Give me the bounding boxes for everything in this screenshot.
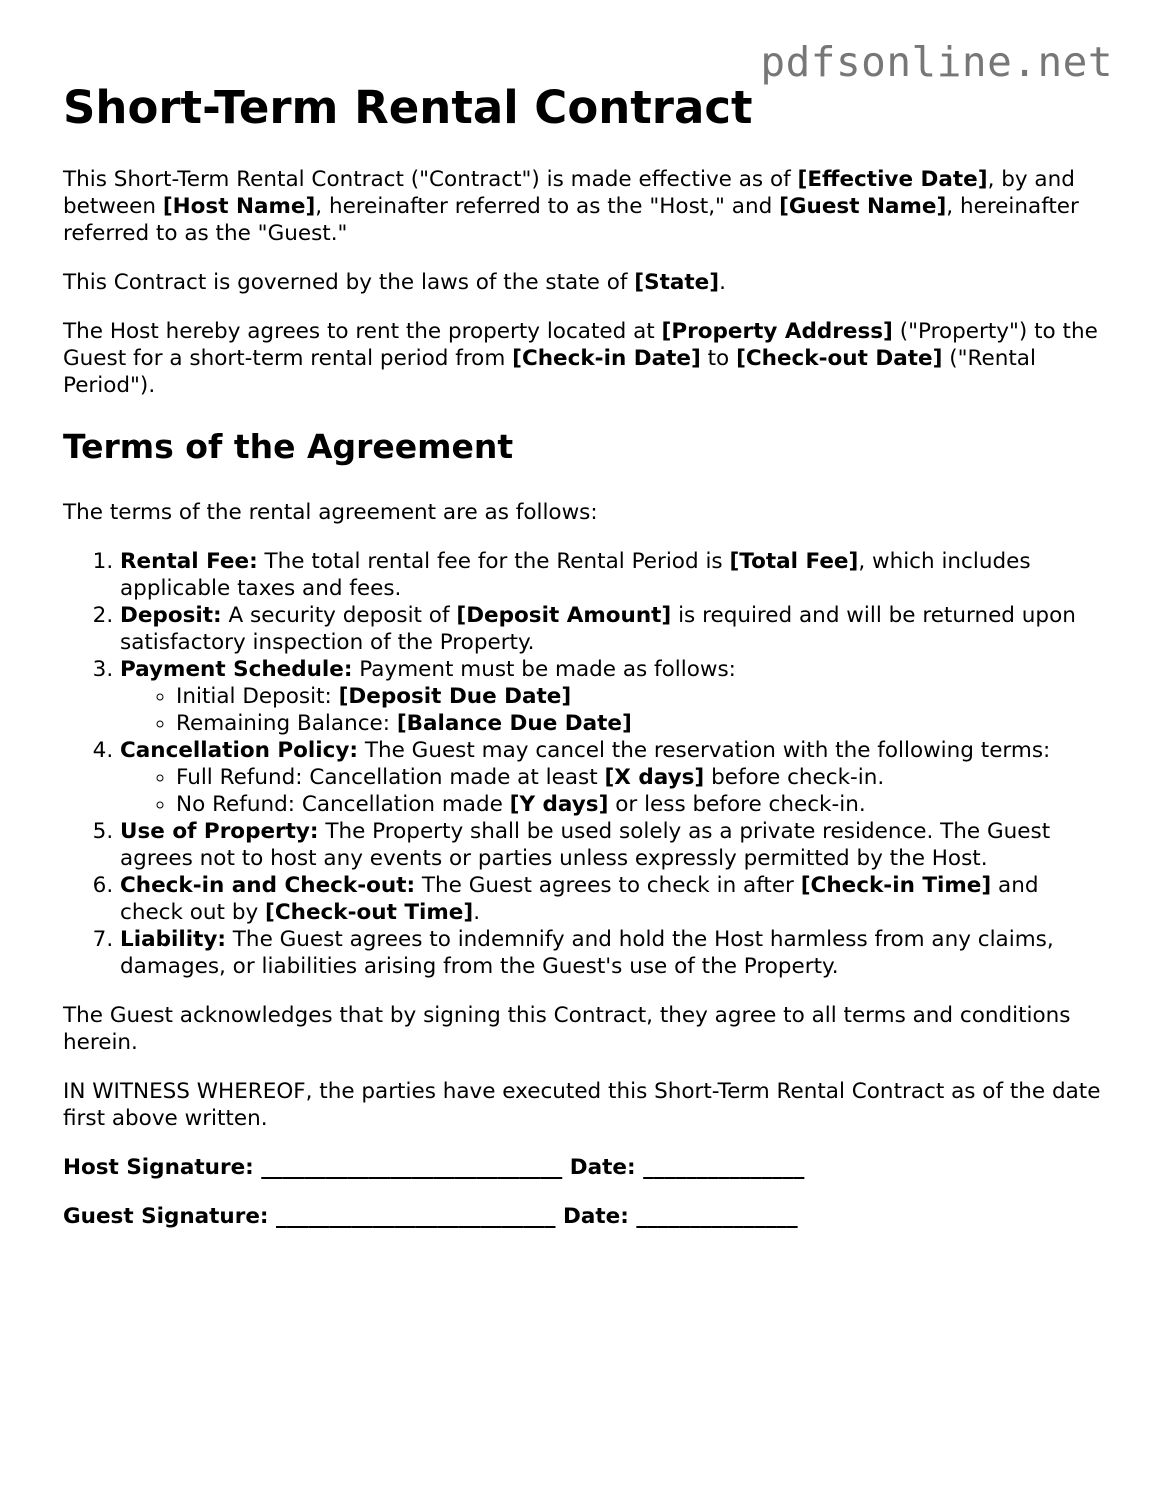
guest-signature-field[interactable]: __________________________ — [276, 1204, 556, 1229]
state-placeholder: [State] — [634, 270, 720, 295]
governing-law-paragraph: This Contract is governed by the laws of the state of [State]. — [63, 270, 726, 295]
guest-name-placeholder: [Guest Name] — [779, 194, 947, 219]
checkin-time-placeholder: [Check-in Time] — [800, 873, 992, 898]
term-deposit: 2. Deposit: A security deposit of [Deposit Amount] is required and will be returned upon satisfactory inspection of the Property. — [120, 602, 1103, 656]
term-use-of-property: 5. Use of Property: The Property shall be used solely as a private residence. The Guest agrees not to host any events or parties unless expressly permitted by the Host. — [120, 818, 1103, 872]
terms-heading: Terms of the Agreement — [63, 427, 514, 466]
term-cancellation-policy: 4. Cancellation Policy: The Guest may cancel the reservation with the following terms: ◦ Full Refund: Cancellation made at least [X days] before check-in. ◦ No Refund: Cancellation made [Y days] or less before check-in. — [120, 737, 1103, 818]
host-signature-line: Host Signature: ____________________________ Date: _______________ — [63, 1155, 805, 1180]
property-address-placeholder: [Property Address] — [661, 319, 893, 344]
host-name-placeholder: [Host Name] — [162, 194, 316, 219]
document-title: Short-Term Rental Contract — [63, 81, 753, 134]
checkin-date-placeholder: [Check-in Date] — [512, 346, 701, 371]
cancellation-sublist — [120, 764, 1103, 818]
checkout-time-placeholder: [Check-out Time] — [265, 900, 474, 925]
guest-signature-line: Guest Signature: __________________________ Date: _______________ — [63, 1204, 798, 1229]
cancellation-no-refund: ◦ No Refund: Cancellation made [Y days] or less before check-in. — [176, 791, 1103, 818]
term-checkin-checkout: 6. Check-in and Check-out: The Guest agrees to check in after [Check-in Time] and check out by [Check-out Time]. — [120, 872, 1103, 926]
term-rental-fee: 1. Rental Fee: The total rental fee for the Rental Period is [Total Fee], which includes applicable taxes and fees. — [120, 548, 1103, 602]
watermark: pdfsonline.net — [760, 38, 1113, 86]
payment-sublist — [120, 683, 1103, 737]
host-signature-field[interactable]: ____________________________ — [261, 1155, 563, 1180]
terms-list — [63, 548, 1103, 980]
terms-intro: The terms of the rental agreement are as follows: — [63, 500, 598, 525]
checkout-date-placeholder: [Check-out Date] — [736, 346, 943, 371]
document-body — [63, 78, 1103, 1230]
deposit-amount-placeholder: [Deposit Amount] — [456, 603, 672, 628]
intro-paragraph: This Short-Term Rental Contract ("Contract") is made effective as of [Effective Date], by and between [Host Name], hereinafter referred to as the "Host," and [Guest Name], hereinafter referred to as the "Guest." — [63, 167, 1079, 246]
witness-paragraph: IN WITNESS WHEREOF, the parties have executed this Short-Term Rental Contract as of the date first above written. — [63, 1079, 1101, 1131]
term-liability: 7. Liability: The Guest agrees to indemnify and hold the Host harmless from any claims, damages, or liabilities arising from the Guest's use of the Property. — [120, 926, 1103, 980]
guest-date-field[interactable]: _______________ — [636, 1204, 798, 1229]
property-paragraph: The Host hereby agrees to rent the property located at [Property Address] ("Property") to the Guest for a short-term rental period from [Check-in Date] to [Check-out Date] ("Rental Period"). — [63, 319, 1098, 398]
effective-date-placeholder: [Effective Date] — [797, 167, 988, 192]
term-payment-schedule: 3. Payment Schedule: Payment must be made as follows: ◦ Initial Deposit: [Deposit Due Date] ◦ Remaining Balance: [Balance Due Date] — [120, 656, 1103, 737]
total-fee-placeholder: [Total Fee] — [729, 549, 859, 574]
cancellation-full-refund: ◦ Full Refund: Cancellation made at least [X days] before check-in. — [176, 764, 1103, 791]
host-date-field[interactable]: _______________ — [643, 1155, 805, 1180]
payment-initial-deposit: ◦ Initial Deposit: [Deposit Due Date] — [176, 683, 1103, 710]
acknowledgement-paragraph: The Guest acknowledges that by signing this Contract, they agree to all terms and conditions herein. — [63, 1003, 1071, 1055]
payment-remaining-balance: ◦ Remaining Balance: [Balance Due Date] — [176, 710, 1103, 737]
